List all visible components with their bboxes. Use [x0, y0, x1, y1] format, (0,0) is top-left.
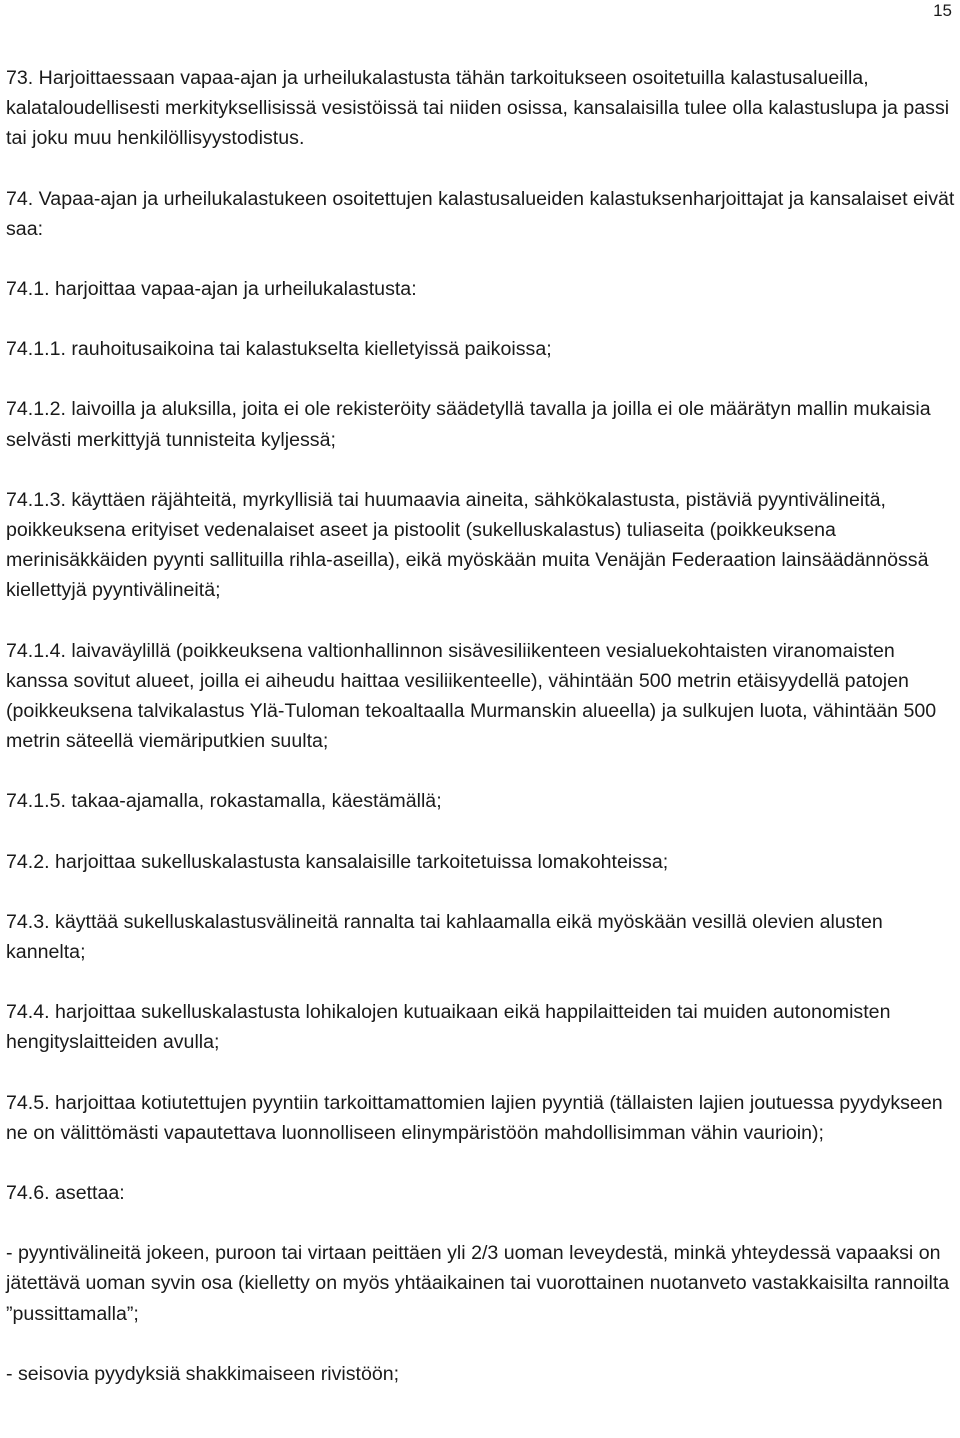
paragraph-73: 73. Harjoittaessaan vapaa-ajan ja urheilukalastusta tähän tarkoitukseen osoitetuilla kalastusalueilla, kalataloudellisesti merkityksellisissä vesistöissä tai niiden osissa, kansalaisilla tulee olla kalastuslupa ja passi tai joku muu henkilöllisyystodistus. [6, 67, 950, 150]
paragraph-74-4: 74.4. harjoittaa sukelluskalastusta lohikalojen kutuaikaan eikä happilaitteiden tai muiden autonomisten hengityslaitteiden avulla; [6, 1001, 891, 1054]
list-item: - seisovia pyydyksiä shakkimaiseen rivistöön; [6, 1362, 400, 1385]
paragraph-74-5: 74.5. harjoittaa kotiutettujen pyyntiin tarkoittamattomien lajien pyyntiä (tällaisten lajien joutuessa pyydykseen ne on välittömästi vapautettava luonnolliseen elinympäristöön mahdollisimman vähin vaurioin); [6, 1091, 943, 1144]
list-item: - pyyntivälineitä jokeen, puroon tai virtaan peittäen yli 2/3 uoman leveydestä, minkä yhteydessä vapaaksi on jätettävä uoman syvin osa (kielletty on myös yhtäaikainen tai vuorottainen nuotanveto vastakkaisilta rannoilta ”pussittamalla”; [6, 1242, 950, 1325]
paragraph-74-3: 74.3. käyttää sukelluskalastusvälineitä rannalta tai kahlaamalla eikä myöskään vesillä olevien alusten kannelta; [6, 910, 883, 964]
paragraph-74-1-2: 74.1.2. laivoilla ja aluksilla, joita ei ole rekisteröity säädetyllä tavalla ja joilla ei ole määrätyn mallin mukaisia selvästi merkittyjä tunnisteita kyljessä; [6, 398, 931, 451]
paragraph-74-6: 74.6. asettaa: [6, 1182, 125, 1205]
paragraph-74-2: 74.2. harjoittaa sukelluskalastusta kansalaisille tarkoitetuissa lomakohteissa; [6, 850, 669, 873]
paragraph-74-1-1: 74.1.1. rauhoitusaikoina tai kalastukselta kielletyissä paikoissa; [6, 338, 552, 361]
paragraph-74-1-3: 74.1.3. käyttäen räjähteitä, myrkyllisiä tai huumaavia aineita, sähkökalastusta, pistäviä pyyntivälineitä, poikkeuksena erityiset vedenalaiset aseet ja pistoolit (sukelluskalastus) tuliaseita (poikkeuksena merinisäkkäiden pyynti sallituilla rihla-aseilla), eikä myöskään muita Venäjän Federaation lainsäädännössä kiellettyjä pyyntivälineitä; [6, 488, 929, 602]
paragraph-74-1-5: 74.1.5. takaa-ajamalla, rokastamalla, käestämällä; [6, 790, 442, 813]
paragraph-74-1: 74.1. harjoittaa vapaa-ajan ja urheilukalastusta: [6, 278, 417, 301]
page-number: 15 [933, 1, 952, 20]
paragraph-74-1-4: 74.1.4. laivaväylillä (poikkeuksena valtionhallinnon sisävesiliikenteen vesialuekohtaisten viranomaisten kanssa sovitut alueet, joilla ei aiheudu haittaa vesiliikenteelle), vähintään 500 metrin etäisyydellä patojen (poikkeuksena talvikalastus Ylä-Tuloman tekoaltaalla Murmanskin alueella) ja sulkujen luota, vähintään 500 metrin säteellä viemäriputkien suulta; [6, 639, 937, 753]
document-body [6, 63, 956, 1389]
paragraph-74: 74. Vapaa-ajan ja urheilukalastukeen osoitettujen kalastusalueiden kalastuksenharjoittajat ja kansalaiset eivät saa: [6, 187, 955, 240]
